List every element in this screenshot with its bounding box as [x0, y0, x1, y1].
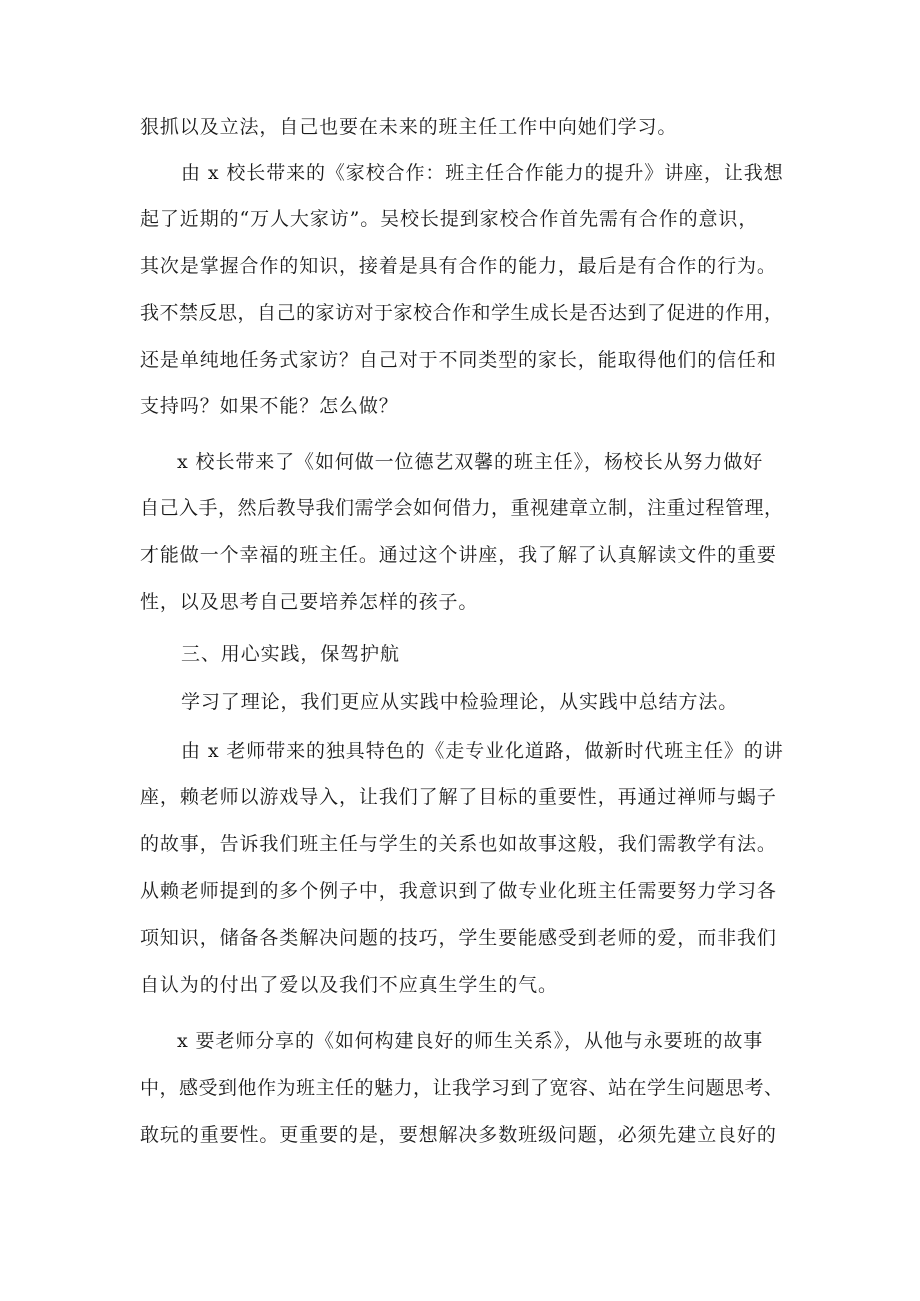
text-line: x 要老师分享的《如何构建良好的师生关系》，从他与永要班的故事: [177, 1030, 764, 1052]
text-line: 座，赖老师以游戏导入，让我们了解了目标的重要性，再通过禅师与蝎子: [140, 786, 777, 808]
text-line: 自己入手，然后教导我们需学会如何借力，重视建章立制，注重过程管理，: [140, 497, 784, 519]
text-line: 起了近期的“万人大家访”。吴校长提到家校合作首先需有合作的意识，: [140, 208, 759, 230]
text-line: 敢玩的重要性。更重要的是，要想解决多数班级问题，必须先建立良好的: [140, 1124, 777, 1146]
text-line: 才能做一个幸福的班主任。通过这个讲座，我了解了认真解读文件的重要: [140, 544, 777, 566]
text-line: 由 x 校长带来的《家校合作：班主任合作能力的提升》讲座，让我想: [181, 162, 784, 184]
text-line: 从赖老师提到的多个例子中，我意识到了做专业化班主任需要努力学习各: [140, 880, 777, 902]
text-line: 自认为的付出了爱以及我们不应真生学生的气。: [140, 974, 558, 996]
text-line: 狠抓以及立法，自己也要在未来的班主任工作中向她们学习。: [140, 116, 678, 138]
text-line: 还是单纯地任务式家访？自己对于不同类型的家长，能取得他们的信任和: [140, 349, 777, 371]
section-heading: 三、用心实践，保驾护航: [181, 643, 400, 665]
text-line: x 校长带来了《如何做一位德艺双馨的班主任》，杨校长从努力做好: [177, 451, 764, 473]
text-line: 性，以及思考自己要培养怎样的孩子。: [140, 591, 479, 613]
text-line: 我不禁反思，自己的家访对于家校合作和学生成长是否达到了促进的作用，: [140, 302, 784, 324]
text-line: 其次是掌握合作的知识，接着是具有合作的能力，最后是有合作的行为。: [140, 255, 777, 277]
text-line: 由 x 老师带来的独具特色的《走专业化道路，做新时代班主任》的讲: [181, 740, 784, 762]
text-line: 学习了理论，我们更应从实践中检验理论，从实践中总结方法。: [181, 691, 739, 713]
text-line: 支持吗？如果不能？怎么做？: [140, 395, 399, 417]
text-line: 项知识，储备各类解决问题的技巧，学生要能感受到老师的爱，而非我们: [140, 927, 777, 949]
text-line: 中，感受到他作为班主任的魅力，让我学习到了宽容、站在学生问题思考、: [140, 1077, 784, 1099]
text-line: 的故事，告诉我们班主任与学生的关系也如故事这般，我们需教学有法。: [140, 833, 777, 855]
